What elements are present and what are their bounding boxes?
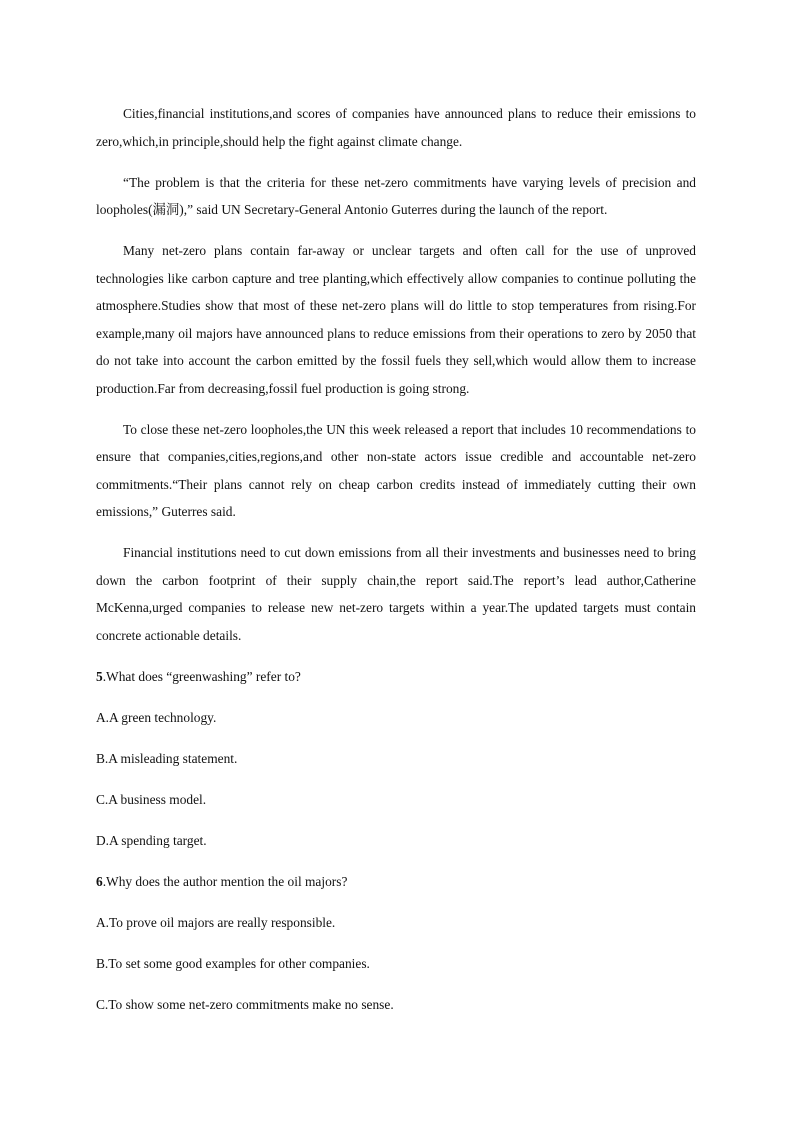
passage-paragraph-1: Cities,financial institutions,and scores of companies have announced plans to reduce their emissions to zero,which,in principle,should help the fight against climate change. (96, 106, 696, 149)
question-5-number: 5 (96, 668, 103, 684)
question-5-option-b: B.A misleading statement. (96, 750, 238, 766)
question-5-option-d: D.A spending target. (96, 832, 207, 848)
question-6-option-a: A.To prove oil majors are really responsible. (96, 914, 336, 930)
question-5-text: .What does “greenwashing” refer to? (102, 668, 301, 684)
question-6-option-b: B.To set some good examples for other companies. (96, 955, 370, 971)
question-6 (96, 868, 696, 896)
question-5 (96, 663, 696, 691)
question-5-option-c: C.A business model. (96, 791, 207, 807)
passage-paragraph-5: Financial institutions need to cut down emissions from all their investments and businesses need to bring down the carbon footprint of their supply chain,the report said.The report’s lead author,Catherine McKenna,urged companies to release new net-zero targets within a year.The updated targets must contain concrete actionable details. (96, 545, 696, 643)
passage-paragraph-3: Many net-zero plans contain far-away or unclear targets and often call for the use of unproved technologies like carbon capture and tree planting,which effectively allow companies to continue polluting the atmosphere.Studies show that most of these net-zero plans will do little to stop temperatures from rising.For example,many oil majors have announced plans to reduce emissions from their operations to zero by 2050 that do not take into account the carbon emitted by the fossil fuels they sell,which would allow them to increase production.Far from decreasing,fossil fuel production is going strong. (96, 243, 696, 396)
question-6-number: 6 (96, 873, 103, 889)
question-5-option-a: A.A green technology. (96, 709, 217, 725)
document-page (96, 100, 696, 1032)
question-6-text: .Why does the author mention the oil majors? (102, 873, 348, 889)
passage-paragraph-4: To close these net-zero loopholes,the UN this week released a report that includes 10 recommendations to ensure that companies,cities,regions,and other non-state actors issue credible and accountable net-zero commitments.“Their plans cannot rely on cheap carbon credits instead of immediately cutting their own emissions,” Guterres said. (96, 421, 696, 519)
passage-paragraph-2: “The problem is that the criteria for these net-zero commitments have varying levels of precision and loopholes(漏洞),” said UN Secretary-General Antonio Guterres during the launch of the report. (96, 174, 696, 217)
question-6-option-c: C.To show some net-zero commitments make no sense. (96, 996, 394, 1012)
